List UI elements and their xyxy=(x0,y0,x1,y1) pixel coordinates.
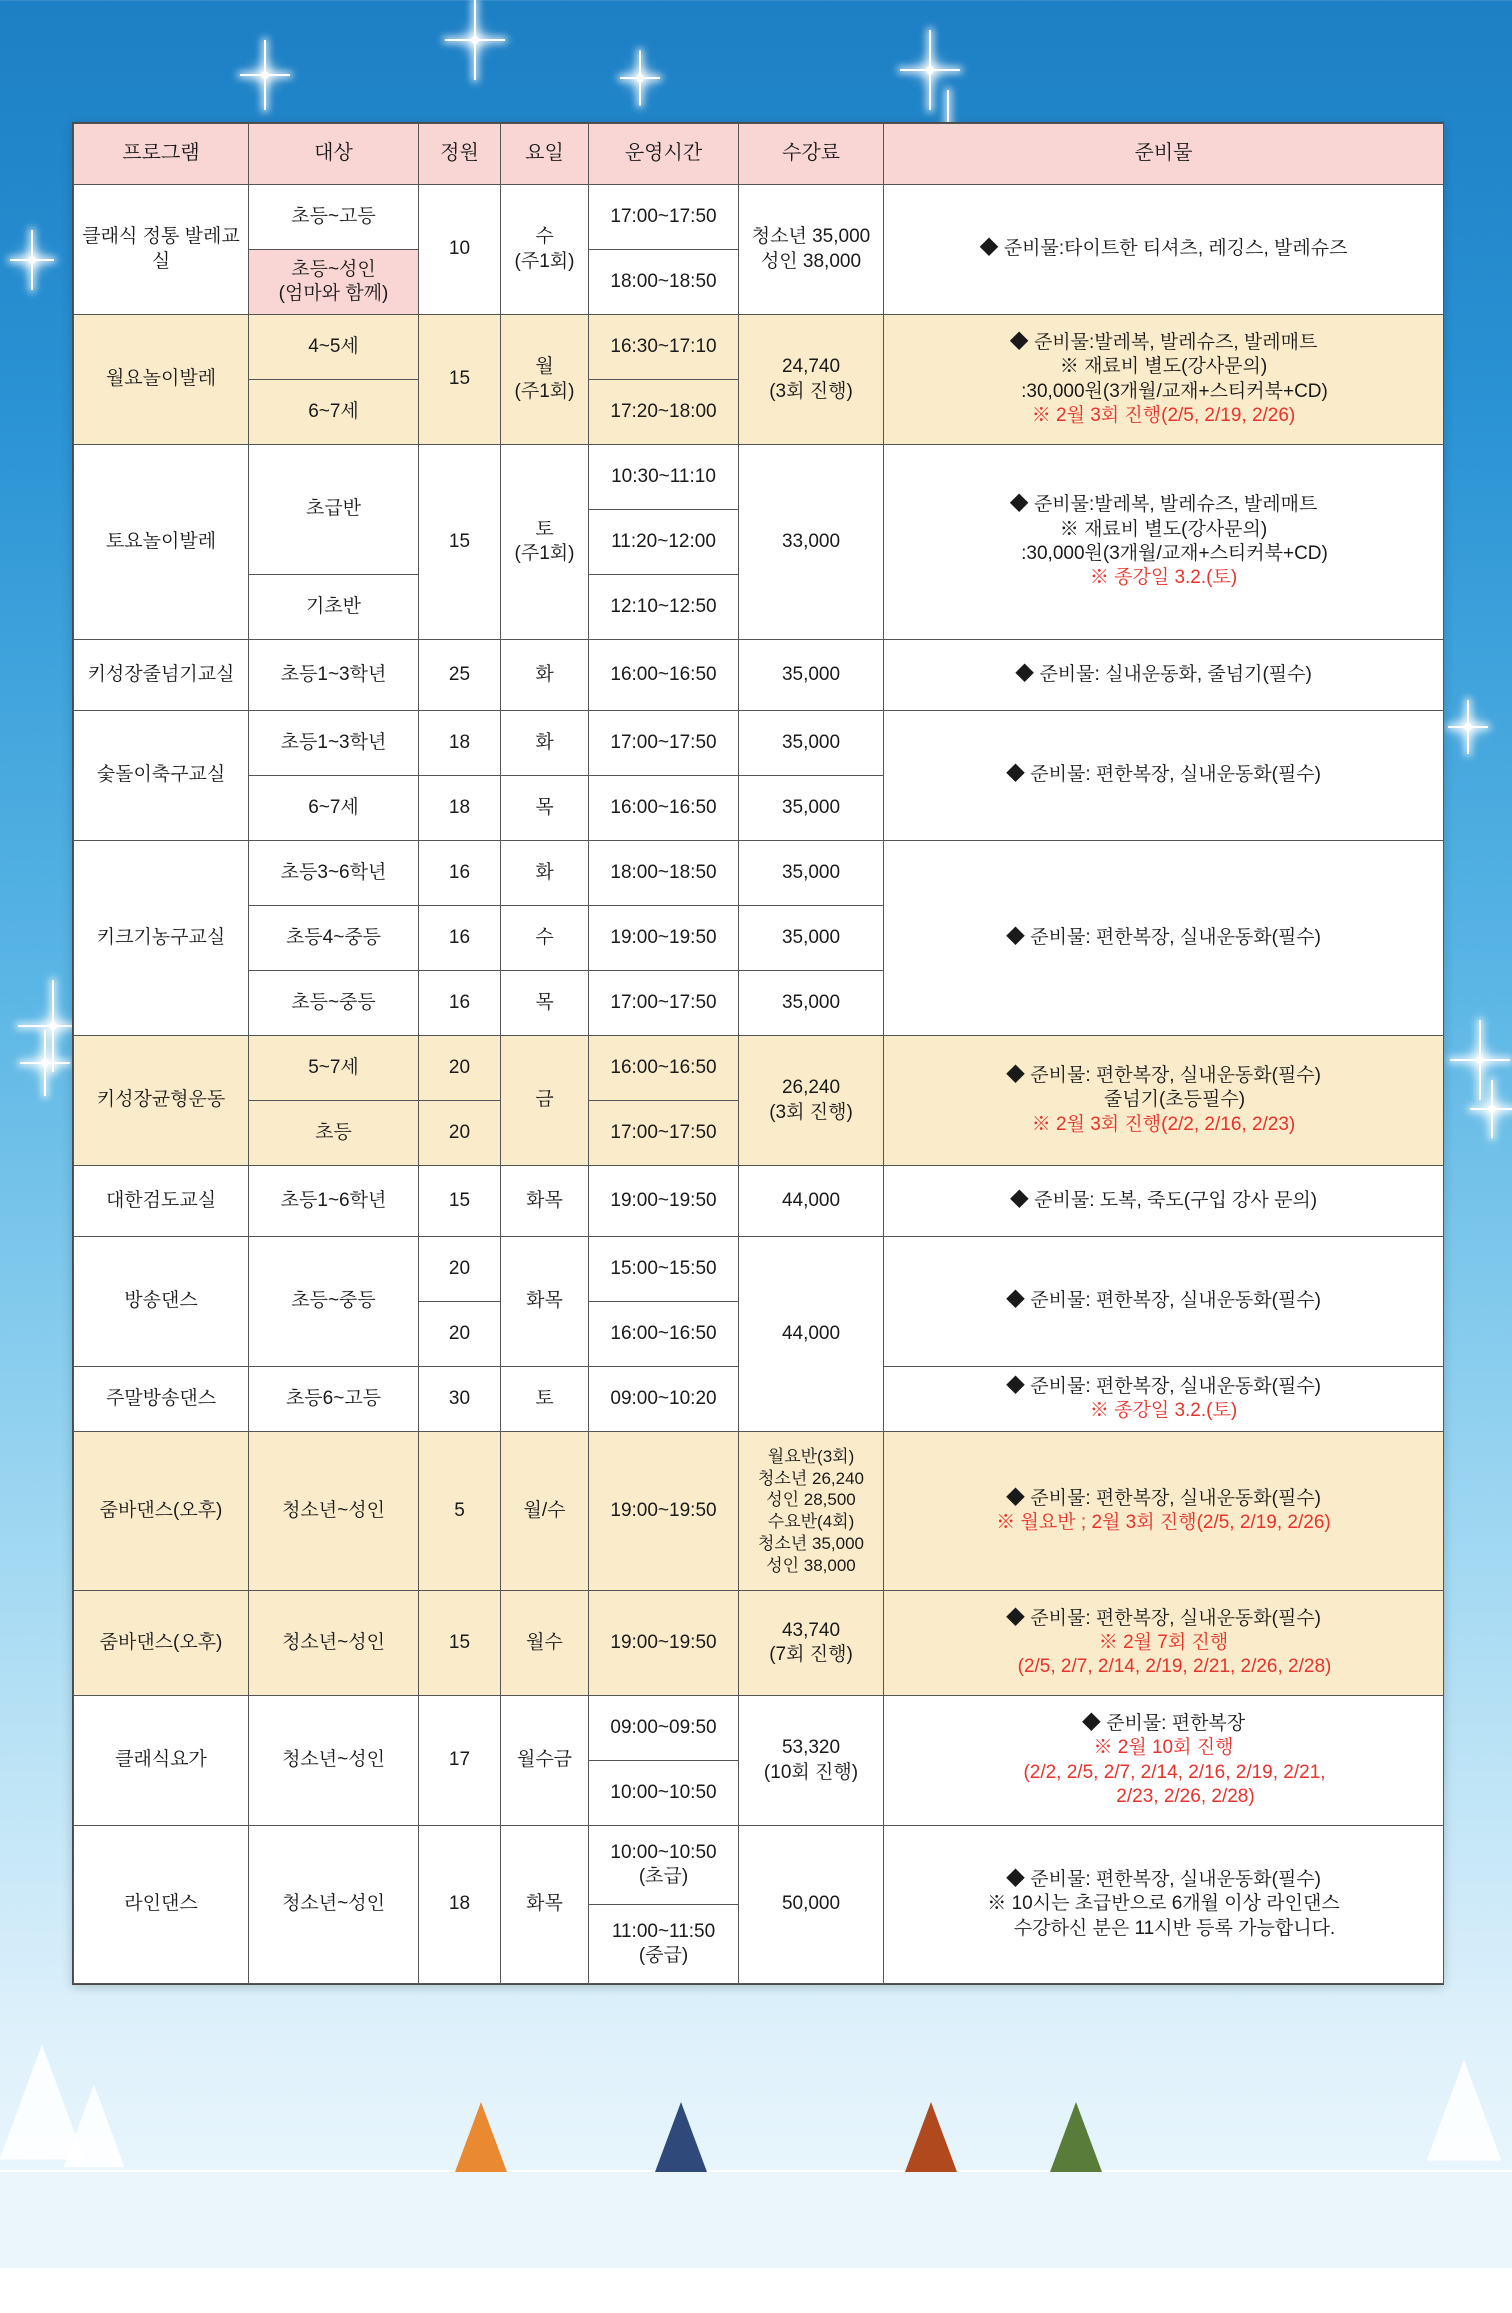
prep-line: ◆ 준비물:발레복, 발레슈즈, 발레매트 xyxy=(1009,331,1318,353)
cell-time: 18:00~18:50 xyxy=(589,841,739,906)
prep-line: ◆ 준비물: 실내운동화, 줄넘기(필수) xyxy=(1015,663,1312,685)
cell-day: 토 (주1회) xyxy=(501,445,589,640)
sparkle-icon xyxy=(900,30,960,110)
cell-time: 10:30~11:10 xyxy=(589,445,739,510)
cell-program: 토요놀이발레 xyxy=(74,445,249,640)
tree-icon xyxy=(0,2045,85,2160)
cell-day: 금 xyxy=(501,1036,589,1166)
sparkle-icon xyxy=(620,50,660,105)
prep-line: ◆ 준비물: 편한복장, 실내운동화(필수) xyxy=(1005,1065,1321,1087)
cell-fee: 35,000 xyxy=(739,971,884,1036)
prep-line: 줄넘기(초등필수) xyxy=(1103,1089,1246,1111)
cell-day: 월/수 xyxy=(501,1432,589,1591)
cell-fee: 35,000 xyxy=(739,906,884,971)
table-body xyxy=(74,185,1444,1984)
prep-line: ◆ 준비물: 편한복장, 실내운동화(필수) xyxy=(1005,926,1321,948)
cell-program: 주말방송댄스 xyxy=(74,1367,249,1432)
cell-time: 16:00~16:50 xyxy=(589,1036,739,1101)
header-day: 요일 xyxy=(501,124,589,185)
cell-prep xyxy=(884,1432,1444,1591)
cell-time: 16:00~16:50 xyxy=(589,776,739,841)
cell-time: 12:10~12:50 xyxy=(589,575,739,640)
prep-line: ◆ 준비물: 편한복장 xyxy=(1081,1712,1246,1734)
sparkle-icon xyxy=(20,1030,70,1096)
cell-time: 18:00~18:50 xyxy=(589,250,739,315)
cell-day: 화 xyxy=(501,711,589,776)
cell-prep xyxy=(884,1166,1444,1237)
header-time: 운영시간 xyxy=(589,124,739,185)
table-row xyxy=(74,1237,1444,1302)
cell-fee: 43,740 (7회 진행) xyxy=(739,1591,884,1696)
cell-time: 16:00~16:50 xyxy=(589,1302,739,1367)
cell-program: 방송댄스 xyxy=(74,1237,249,1367)
cell-target: 청소년~성인 xyxy=(249,1591,419,1696)
snow-hill xyxy=(0,2083,1512,2313)
cell-target: 초등6~고등 xyxy=(249,1367,419,1432)
cell-fee: 월요반(3회) 청소년 26,240 성인 28,500 수요반(4회) 청소년 35,000 성인 38,000 xyxy=(739,1432,884,1591)
cell-fee: 35,000 xyxy=(739,711,884,776)
cell-prep xyxy=(884,1591,1444,1696)
prep-line: (2/2, 2/5, 2/7, 2/14, 2/16, 2/19, 2/21, xyxy=(1023,1761,1326,1783)
prep-line: ◆ 준비물: 편한복장, 실내운동화(필수) xyxy=(1005,1290,1321,1312)
prep-line: ◆ 준비물:타이트한 티셔츠, 레깅스, 발레슈즈 xyxy=(979,238,1348,260)
cell-capacity: 30 xyxy=(419,1367,501,1432)
cell-day: 토 xyxy=(501,1367,589,1432)
cell-prep xyxy=(884,1826,1444,1984)
cell-capacity: 18 xyxy=(419,776,501,841)
cell-target: 6~7세 xyxy=(249,380,419,445)
cell-target: 초등~중등 xyxy=(249,1237,419,1367)
cell-day: 월수 xyxy=(501,1591,589,1696)
cell-prep xyxy=(884,1237,1444,1367)
cell-target: 초등4~중등 xyxy=(249,906,419,971)
prep-line: ◆ 준비물: 편한복장, 실내운동화(필수) xyxy=(1005,1375,1321,1397)
cell-day: 월수금 xyxy=(501,1696,589,1826)
prep-line: ◆ 준비물:발레복, 발레슈즈, 발레매트 xyxy=(1009,494,1318,516)
prep-line: :30,000원(3개월/교재+스티커북+CD) xyxy=(1021,380,1328,402)
cell-target: 4~5세 xyxy=(249,315,419,380)
cell-target: 6~7세 xyxy=(249,776,419,841)
prep-line: ※ 2월 7회 진행 xyxy=(1098,1631,1229,1653)
prep-line: ◆ 준비물: 편한복장, 실내운동화(필수) xyxy=(1005,764,1321,786)
table-row xyxy=(74,711,1444,776)
sparkle-icon xyxy=(1450,1020,1510,1100)
cell-time: 10:00~10:50 xyxy=(589,1761,739,1826)
cell-program: 숯돌이축구교실 xyxy=(74,711,249,841)
cell-capacity: 10 xyxy=(419,185,501,315)
tree-icon xyxy=(1427,2059,1502,2160)
table-row xyxy=(74,315,1444,380)
prep-line: (2/5, 2/7, 2/14, 2/19, 2/21, 2/26, 2/28) xyxy=(1017,1656,1332,1678)
cell-time: 19:00~19:50 xyxy=(589,1432,739,1591)
header-program: 프로그램 xyxy=(74,124,249,185)
cell-target: 초등1~6학년 xyxy=(249,1166,419,1237)
prep-line: :30,000원(3개월/교재+스티커북+CD) xyxy=(1021,543,1328,564)
cell-prep xyxy=(884,640,1444,711)
cone-icon xyxy=(455,2102,507,2172)
cell-fee: 24,740 (3회 진행) xyxy=(739,315,884,445)
cell-target: 초등~성인 (엄마와 함께) xyxy=(249,250,419,315)
cell-prep xyxy=(884,185,1444,315)
prep-line: ◆ 준비물: 편한복장, 실내운동화(필수) xyxy=(1005,1607,1321,1629)
cell-program: 대한검도교실 xyxy=(74,1166,249,1237)
cell-day: 화목 xyxy=(501,1826,589,1984)
cell-program: 클래식요가 xyxy=(74,1696,249,1826)
cell-target: 초급반 xyxy=(249,445,419,575)
program-schedule-table xyxy=(73,123,1444,1984)
cell-target: 초등1~3학년 xyxy=(249,711,419,776)
cell-time: 11:20~12:00 xyxy=(589,510,739,575)
cell-capacity: 15 xyxy=(419,1166,501,1237)
prep-line: 2/23, 2/26, 2/28) xyxy=(1116,1785,1255,1807)
cell-capacity: 16 xyxy=(419,971,501,1036)
cell-capacity: 20 xyxy=(419,1036,501,1101)
prep-line: ※ 종강일 3.2.(토) xyxy=(1089,567,1238,589)
cell-fee: 44,000 xyxy=(739,1166,884,1237)
cell-capacity: 17 xyxy=(419,1696,501,1826)
sparkle-icon xyxy=(445,0,505,80)
cell-fee: 53,320 (10회 진행) xyxy=(739,1696,884,1826)
cell-program: 클래식 정통 발레교실 xyxy=(74,185,249,315)
cell-time: 15:00~15:50 xyxy=(589,1237,739,1302)
sparkle-icon xyxy=(1470,1080,1512,1138)
prep-line: 수강하신 분은 11시반 등록 가능합니다. xyxy=(1013,1917,1336,1939)
cell-fee: 33,000 xyxy=(739,445,884,640)
prep-line: ◆ 준비물: 편한복장, 실내운동화(필수) xyxy=(1005,1487,1321,1509)
cell-time: 19:00~19:50 xyxy=(589,906,739,971)
prep-line: ◆ 준비물: 도복, 죽도(구입 강사 문의) xyxy=(1009,1189,1318,1211)
cell-target: 청소년~성인 xyxy=(249,1696,419,1826)
cell-prep xyxy=(884,1696,1444,1826)
prep-line: ※ 2월 3회 진행(2/2, 2/16, 2/23) xyxy=(1031,1113,1296,1135)
header-prep: 준비물 xyxy=(884,124,1444,185)
cell-time: 17:00~17:50 xyxy=(589,971,739,1036)
cell-capacity: 25 xyxy=(419,640,501,711)
cell-prep xyxy=(884,711,1444,841)
cell-time: 10:00~10:50 (초급) xyxy=(589,1826,739,1905)
table-row xyxy=(74,1826,1444,1905)
cell-time: 17:20~18:00 xyxy=(589,380,739,445)
cell-capacity: 20 xyxy=(419,1237,501,1302)
table-row xyxy=(74,1166,1444,1237)
cell-day: 화목 xyxy=(501,1166,589,1237)
cell-fee: 50,000 xyxy=(739,1826,884,1984)
schedule-sheet xyxy=(72,122,1444,1985)
cell-fee: 청소년 35,000 성인 38,000 xyxy=(739,185,884,315)
cell-prep xyxy=(884,841,1444,1036)
sparkle-icon xyxy=(1448,700,1488,754)
tree-icon xyxy=(63,2085,124,2168)
cell-program: 줌바댄스(오후) xyxy=(74,1432,249,1591)
cell-prep xyxy=(884,315,1444,445)
prep-line: ※ 종강일 3.2.(토) xyxy=(1089,1400,1238,1421)
cell-capacity: 16 xyxy=(419,841,501,906)
cell-fee: 26,240 (3회 진행) xyxy=(739,1036,884,1166)
cell-day: 수 xyxy=(501,906,589,971)
prep-line: ※ 월요반 ; 2월 3회 진행(2/5, 2/19, 2/26) xyxy=(996,1512,1331,1533)
cell-time: 16:00~16:50 xyxy=(589,640,739,711)
cell-target: 5~7세 xyxy=(249,1036,419,1101)
cell-target: 청소년~성인 xyxy=(249,1432,419,1591)
sparkle-icon xyxy=(10,230,54,290)
cell-capacity: 18 xyxy=(419,711,501,776)
cell-program: 라인댄스 xyxy=(74,1826,249,1984)
cell-day: 수 (주1회) xyxy=(501,185,589,315)
cell-time: 17:00~17:50 xyxy=(589,185,739,250)
cell-prep xyxy=(884,1367,1444,1432)
table-row xyxy=(74,185,1444,250)
cell-day: 월 (주1회) xyxy=(501,315,589,445)
table-row xyxy=(74,841,1444,906)
table-row xyxy=(74,1591,1444,1696)
cell-time: 11:00~11:50 (중급) xyxy=(589,1905,739,1984)
cell-program: 월요놀이발레 xyxy=(74,315,249,445)
cell-program: 키크기농구교실 xyxy=(74,841,249,1036)
cone-icon xyxy=(1050,2102,1102,2172)
cell-capacity: 15 xyxy=(419,1591,501,1696)
cell-target: 기초반 xyxy=(249,575,419,640)
cone-icon xyxy=(655,2102,707,2172)
cell-day: 화목 xyxy=(501,1237,589,1367)
cell-capacity: 5 xyxy=(419,1432,501,1591)
table-row xyxy=(74,1036,1444,1101)
prep-line: ※ 재료비 별도(강사문의) xyxy=(1059,518,1268,540)
cell-fee: 35,000 xyxy=(739,841,884,906)
cone-icon xyxy=(905,2102,957,2172)
cell-capacity: 16 xyxy=(419,906,501,971)
cell-fee: 35,000 xyxy=(739,640,884,711)
cell-program: 키성장줄넘기교실 xyxy=(74,640,249,711)
cell-day: 목 xyxy=(501,776,589,841)
cell-fee: 35,000 xyxy=(739,776,884,841)
table-row xyxy=(74,445,1444,510)
cell-time: 19:00~19:50 xyxy=(589,1591,739,1696)
header-capacity: 정원 xyxy=(419,124,501,185)
cell-capacity: 15 xyxy=(419,315,501,445)
table-row xyxy=(74,1696,1444,1761)
prep-line: ◆ 준비물: 편한복장, 실내운동화(필수) xyxy=(1005,1869,1321,1891)
header-target: 대상 xyxy=(249,124,419,185)
prep-line: ※ 10시는 초급반으로 6개월 이상 라인댄스 xyxy=(987,1893,1340,1915)
cell-time: 17:00~17:50 xyxy=(589,711,739,776)
table-header-row xyxy=(74,124,1444,185)
cell-target: 초등~중등 xyxy=(249,971,419,1036)
cell-target: 초등1~3학년 xyxy=(249,640,419,711)
cell-program: 키성장균형운동 xyxy=(74,1036,249,1166)
sparkle-icon xyxy=(240,40,290,110)
cell-time: 09:00~10:20 xyxy=(589,1367,739,1432)
cell-capacity: 18 xyxy=(419,1826,501,1984)
cell-prep xyxy=(884,445,1444,640)
cell-prep xyxy=(884,1036,1444,1166)
cell-time: 09:00~09:50 xyxy=(589,1696,739,1761)
cell-time: 17:00~17:50 xyxy=(589,1101,739,1166)
prep-line: ※ 2월 3회 진행(2/5, 2/19, 2/26) xyxy=(1031,404,1296,426)
prep-line: ※ 재료비 별도(강사문의) xyxy=(1059,356,1268,378)
cell-fee: 44,000 xyxy=(739,1237,884,1432)
cell-time: 16:30~17:10 xyxy=(589,315,739,380)
cell-target: 청소년~성인 xyxy=(249,1826,419,1984)
cell-target: 초등 xyxy=(249,1101,419,1166)
cell-program: 줌바댄스(오후) xyxy=(74,1591,249,1696)
cell-capacity: 20 xyxy=(419,1302,501,1367)
prep-line: ※ 2월 10회 진행 xyxy=(1093,1737,1234,1759)
cell-day: 화 xyxy=(501,640,589,711)
snow-band xyxy=(0,2170,1512,2268)
table-row xyxy=(74,640,1444,711)
cell-day: 화 xyxy=(501,841,589,906)
table-row xyxy=(74,1432,1444,1591)
cell-capacity: 15 xyxy=(419,445,501,640)
cell-day: 목 xyxy=(501,971,589,1036)
cell-capacity: 20 xyxy=(419,1101,501,1166)
cell-time: 19:00~19:50 xyxy=(589,1166,739,1237)
header-fee: 수강료 xyxy=(739,124,884,185)
cell-target: 초등~고등 xyxy=(249,185,419,250)
cell-target: 초등3~6학년 xyxy=(249,841,419,906)
